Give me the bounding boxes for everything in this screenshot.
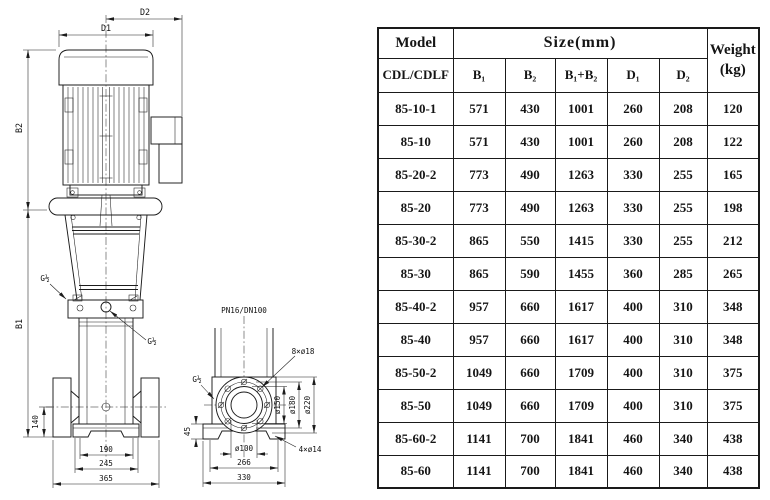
dim-45 xyxy=(183,417,203,446)
dia-180-label: ø180 xyxy=(288,395,297,415)
value-cell: 660 xyxy=(505,290,555,323)
model-cell: 85-40 xyxy=(378,323,453,356)
model-series-header: CDL/CDLF xyxy=(378,58,453,92)
size-group-header: Size(mm) xyxy=(453,28,707,58)
model-cell: 85-40-2 xyxy=(378,290,453,323)
value-cell: 460 xyxy=(607,455,659,488)
bolt-holes-callout xyxy=(262,347,315,387)
dia-100-label: ø100 xyxy=(234,444,254,453)
value-cell: 590 xyxy=(505,257,555,290)
model-header: Model xyxy=(378,28,453,58)
value-cell: 773 xyxy=(453,158,505,191)
value-cell: 255 xyxy=(659,158,707,191)
drain-port-callout xyxy=(110,311,157,346)
value-cell: 255 xyxy=(659,224,707,257)
dim-label-245: 245 xyxy=(99,459,113,468)
value-cell: 1709 xyxy=(555,389,607,422)
value-cell: 375 xyxy=(707,389,759,422)
model-cell: 85-60 xyxy=(378,455,453,488)
dim-d1 xyxy=(59,23,153,47)
value-cell: 400 xyxy=(607,290,659,323)
table-row xyxy=(378,422,759,455)
pump-technical-drawing xyxy=(0,0,380,500)
gauge-port-label: G½ xyxy=(40,274,50,283)
value-cell: 198 xyxy=(707,191,759,224)
col-header-b1b2: B₁+B₂ xyxy=(555,58,607,92)
table-row xyxy=(378,290,759,323)
value-cell: 1263 xyxy=(555,191,607,224)
dim-45-label: 45 xyxy=(183,426,192,437)
dim-b1 xyxy=(14,210,70,437)
dim-label-b2: B2 xyxy=(14,122,24,134)
col-header-d1: D₁ xyxy=(607,58,659,92)
value-cell: 571 xyxy=(453,125,505,158)
table-row xyxy=(378,389,759,422)
value-cell: 700 xyxy=(505,422,555,455)
value-cell: 400 xyxy=(607,323,659,356)
dim-b2 xyxy=(14,50,56,210)
pump-head xyxy=(68,295,143,318)
value-cell: 1841 xyxy=(555,455,607,488)
table-row xyxy=(378,356,759,389)
value-cell: 571 xyxy=(453,92,505,125)
table-row xyxy=(378,158,759,191)
value-cell: 438 xyxy=(707,455,759,488)
value-cell: 1049 xyxy=(453,389,505,422)
col-header-b2: B₂ xyxy=(505,58,555,92)
value-cell: 1617 xyxy=(555,323,607,356)
value-cell: 865 xyxy=(453,257,505,290)
value-cell: 460 xyxy=(607,422,659,455)
value-cell: 700 xyxy=(505,455,555,488)
dim-266-label: 266 xyxy=(237,458,251,467)
flange-spec-label: PN16/DN100 xyxy=(221,306,267,315)
value-cell: 660 xyxy=(505,356,555,389)
value-cell: 1001 xyxy=(555,92,607,125)
dim-label-140: 140 xyxy=(31,415,40,429)
table-row xyxy=(378,257,759,290)
value-cell: 1001 xyxy=(555,125,607,158)
dia-150-label: ø150 xyxy=(273,395,282,415)
value-cell: 550 xyxy=(505,224,555,257)
value-cell: 430 xyxy=(505,125,555,158)
value-cell: 1709 xyxy=(555,356,607,389)
value-cell: 310 xyxy=(659,356,707,389)
model-cell: 85-50-2 xyxy=(378,356,453,389)
value-cell: 360 xyxy=(607,257,659,290)
base-holes-label: 4×ø14 xyxy=(298,445,322,454)
dim-190 xyxy=(80,438,133,459)
pump-front-view xyxy=(14,7,182,488)
value-cell: 1263 xyxy=(555,158,607,191)
value-cell: 330 xyxy=(607,191,659,224)
size-table-body xyxy=(378,92,759,488)
value-cell: 1049 xyxy=(453,356,505,389)
model-cell: 85-50 xyxy=(378,389,453,422)
motor-stool-bar xyxy=(49,198,162,215)
model-cell: 85-10-1 xyxy=(378,92,453,125)
value-cell: 1617 xyxy=(555,290,607,323)
col-header-d2: D₂ xyxy=(659,58,707,92)
value-cell: 260 xyxy=(607,92,659,125)
table-row xyxy=(378,125,759,158)
value-cell: 375 xyxy=(707,356,759,389)
value-cell: 400 xyxy=(607,356,659,389)
dim-label-365: 365 xyxy=(99,474,113,483)
value-cell: 1841 xyxy=(555,422,607,455)
value-cell: 340 xyxy=(659,422,707,455)
value-cell: 490 xyxy=(505,191,555,224)
value-cell: 1141 xyxy=(453,422,505,455)
value-cell: 773 xyxy=(453,191,505,224)
value-cell: 330 xyxy=(607,224,659,257)
value-cell: 400 xyxy=(607,389,659,422)
table-row xyxy=(378,323,759,356)
value-cell: 310 xyxy=(659,290,707,323)
value-cell: 348 xyxy=(707,290,759,323)
drain-port-label: G½ xyxy=(147,337,157,346)
flange-port-callout xyxy=(192,375,214,399)
value-cell: 120 xyxy=(707,92,759,125)
value-cell: 165 xyxy=(707,158,759,191)
dim-330-label: 330 xyxy=(237,473,251,482)
flange-detail-view xyxy=(183,306,322,487)
model-cell: 85-10 xyxy=(378,125,453,158)
table-row xyxy=(378,455,759,488)
value-cell: 265 xyxy=(707,257,759,290)
value-cell: 1455 xyxy=(555,257,607,290)
table-row xyxy=(378,191,759,224)
table-header-row-2 xyxy=(378,58,759,92)
value-cell: 310 xyxy=(659,389,707,422)
value-cell: 957 xyxy=(453,290,505,323)
value-cell: 330 xyxy=(607,158,659,191)
dim-label-190: 190 xyxy=(99,445,113,454)
value-cell: 208 xyxy=(659,92,707,125)
model-cell: 85-60-2 xyxy=(378,422,453,455)
dim-label-b1: B1 xyxy=(14,318,24,330)
weight-header-line2: (kg) xyxy=(719,62,746,79)
dim-245 xyxy=(75,438,138,473)
value-cell: 212 xyxy=(707,224,759,257)
value-cell: 310 xyxy=(659,323,707,356)
value-cell: 1141 xyxy=(453,455,505,488)
col-header-b1: B₁ xyxy=(453,58,505,92)
value-cell: 1415 xyxy=(555,224,607,257)
flange-port-label: G½ xyxy=(192,375,202,384)
value-cell: 260 xyxy=(607,125,659,158)
dim-140 xyxy=(31,407,52,437)
value-cell: 285 xyxy=(659,257,707,290)
value-cell: 122 xyxy=(707,125,759,158)
model-cell: 85-30-2 xyxy=(378,224,453,257)
model-cell: 85-30 xyxy=(378,257,453,290)
value-cell: 490 xyxy=(505,158,555,191)
value-cell: 660 xyxy=(505,323,555,356)
dia-220-label: ø220 xyxy=(303,395,312,415)
value-cell: 865 xyxy=(453,224,505,257)
value-cell: 430 xyxy=(505,92,555,125)
value-cell: 340 xyxy=(659,455,707,488)
dim-label-d1: D1 xyxy=(100,23,112,33)
model-cell: 85-20-2 xyxy=(378,158,453,191)
model-cell: 85-20 xyxy=(378,191,453,224)
value-cell: 348 xyxy=(707,323,759,356)
table-header-row-1 xyxy=(378,28,759,58)
weight-header xyxy=(707,28,759,92)
size-table xyxy=(377,27,760,489)
weight-header-line1: Weight xyxy=(709,42,756,58)
gauge-port-callout xyxy=(40,274,66,299)
table-row xyxy=(378,224,759,257)
value-cell: 438 xyxy=(707,422,759,455)
terminal-box xyxy=(151,117,182,183)
value-cell: 255 xyxy=(659,191,707,224)
value-cell: 957 xyxy=(453,323,505,356)
bolt-holes-label: 8×ø18 xyxy=(291,347,315,356)
dim-label-d2: D2 xyxy=(139,7,151,17)
table-row xyxy=(378,92,759,125)
value-cell: 660 xyxy=(505,389,555,422)
value-cell: 208 xyxy=(659,125,707,158)
